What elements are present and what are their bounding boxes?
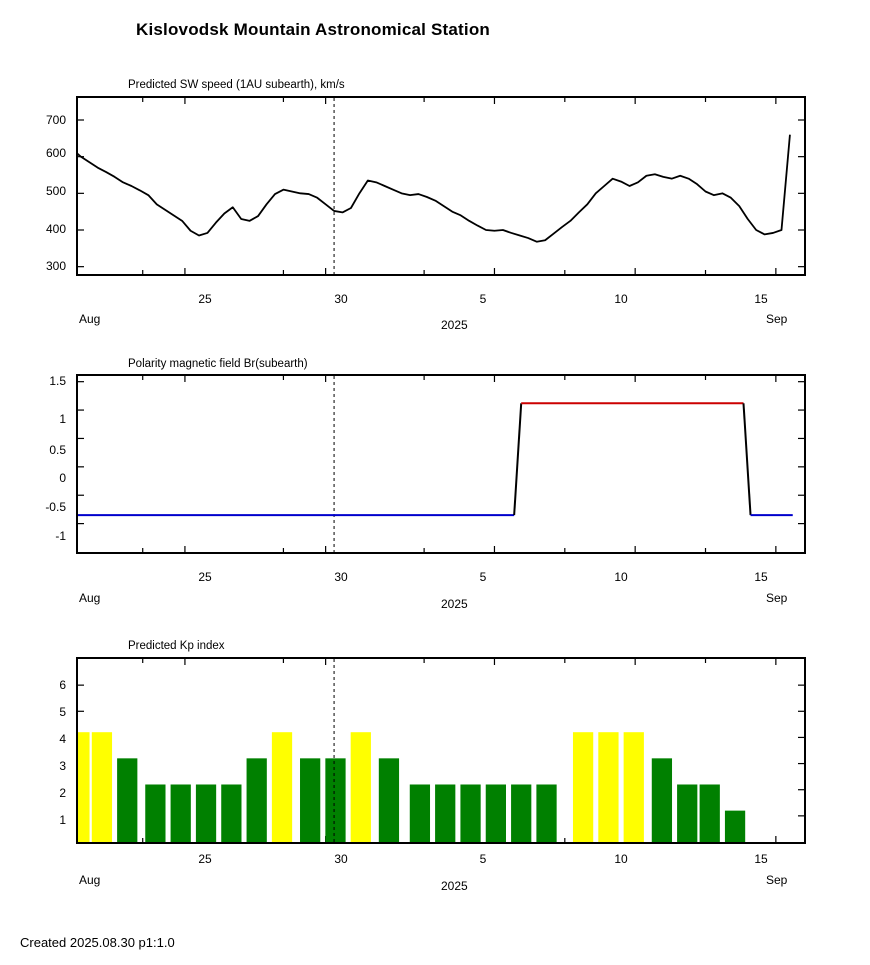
kp-bar-6 [221, 784, 241, 842]
ytick-kp-4: 5 [59, 705, 66, 719]
xtick-br-0: 25 [198, 570, 212, 584]
footer-created: Created 2025.08.30 p1:1.0 [20, 935, 175, 950]
xtick-sw-4: 15 [754, 292, 768, 306]
kp-bar-10 [325, 758, 345, 842]
kp-bar-1 [92, 732, 112, 842]
month-label-start-kp: Aug [79, 873, 101, 887]
kp-bar-16 [486, 784, 506, 842]
xtick-kp-1: 30 [334, 852, 348, 866]
xtick-sw-3: 10 [614, 292, 628, 306]
polarity-series [78, 376, 804, 552]
kp-bar-21 [624, 732, 644, 842]
ytick-sw-0: 700 [45, 113, 66, 127]
kp-bar-4 [171, 784, 191, 842]
kp-bar-14 [435, 784, 455, 842]
xtick-br-2: 5 [479, 570, 487, 584]
panel-polarity-plot [76, 374, 806, 554]
ytick-kp-3: 4 [59, 732, 66, 746]
kp-bar-2 [117, 758, 137, 842]
ytick-br-1: 1 [59, 412, 66, 426]
kp-bar-11 [351, 732, 371, 842]
kp-bar-18 [536, 784, 556, 842]
kp-bar-19 [573, 732, 593, 842]
kp-bars [78, 659, 804, 842]
ytick-sw-1: 600 [45, 146, 66, 160]
panel-polarity-caption: Polarity magnetic field Br(subearth) [128, 358, 308, 370]
kp-bar-15 [460, 784, 480, 842]
panel-sw-speed-caption: Predicted SW speed (1AU subearth), km/s [128, 79, 345, 91]
kp-bar-5 [196, 784, 216, 842]
xtick-sw-2: 5 [479, 292, 487, 306]
sw-speed-series [78, 98, 804, 274]
ytick-br-5: -1 [55, 529, 66, 543]
xtick-br-1: 30 [334, 570, 348, 584]
kp-bar-25 [725, 811, 745, 842]
xtick-kp-2: 5 [479, 852, 487, 866]
ytick-kp-1: 2 [59, 786, 66, 800]
xaxis-label-br: 2025 [441, 597, 468, 611]
kp-bar-23 [677, 784, 697, 842]
kp-bar-9 [300, 758, 320, 842]
ytick-kp-0: 1 [59, 813, 66, 827]
ytick-sw-4: 300 [45, 259, 66, 273]
ytick-br-0: 1.5 [49, 374, 66, 388]
kp-bar-7 [247, 758, 267, 842]
kp-bar-13 [410, 784, 430, 842]
kp-bar-24 [700, 784, 720, 842]
month-label-end-sw: Sep [766, 312, 788, 326]
xtick-br-4: 15 [754, 570, 768, 584]
ytick-kp-2: 3 [59, 759, 66, 773]
kp-bar-0 [78, 732, 90, 842]
xtick-sw-1: 30 [334, 292, 348, 306]
ytick-br-4: -0.5 [45, 500, 66, 514]
month-label-end-br: Sep [766, 591, 788, 605]
kp-bar-8 [272, 732, 292, 842]
kp-bar-22 [652, 758, 672, 842]
xtick-kp-3: 10 [614, 852, 628, 866]
xtick-sw-0: 25 [198, 292, 212, 306]
xaxis-label-kp: 2025 [441, 879, 468, 893]
panel-sw-speed-plot [76, 96, 806, 276]
month-label-end-kp: Sep [766, 873, 788, 887]
xaxis-label-sw: 2025 [441, 318, 468, 332]
panel-kp-plot [76, 657, 806, 844]
kp-bar-20 [598, 732, 618, 842]
xtick-br-3: 10 [614, 570, 628, 584]
ytick-br-2: 0.5 [49, 443, 66, 457]
kp-bar-12 [379, 758, 399, 842]
xtick-kp-4: 15 [754, 852, 768, 866]
ytick-kp-5: 6 [59, 678, 66, 692]
kp-bar-17 [511, 784, 531, 842]
panel-kp-caption: Predicted Kp index [128, 640, 225, 652]
ytick-sw-2: 500 [45, 184, 66, 198]
kp-bar-3 [145, 784, 165, 842]
month-label-start-sw: Aug [79, 312, 101, 326]
xtick-kp-0: 25 [198, 852, 212, 866]
ytick-br-3: 0 [59, 471, 66, 485]
page-title: Kislovodsk Mountain Astronomical Station [136, 20, 491, 39]
ytick-sw-3: 400 [45, 222, 66, 236]
month-label-start-br: Aug [79, 591, 101, 605]
